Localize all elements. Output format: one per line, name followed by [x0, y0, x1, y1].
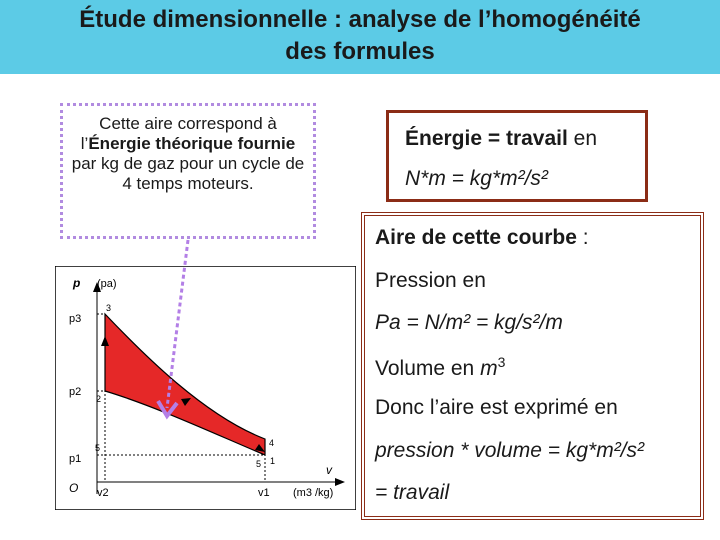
- travail-text: = travail: [375, 481, 450, 504]
- area-explanation-box: [361, 212, 704, 520]
- volume-prefix: Volume en: [375, 356, 481, 380]
- pa-units-line: [375, 311, 700, 354]
- pa-units: Pa = N/m² = kg/s²/m: [375, 311, 563, 334]
- volume-unit: m: [480, 356, 498, 380]
- energy-bold: Énergie = travail: [405, 127, 568, 150]
- v-axis-arrow: [335, 478, 345, 486]
- note-bold-text: Énergie théorique fournie: [88, 134, 296, 153]
- product-line: [375, 439, 700, 482]
- energy-rest: en: [567, 127, 598, 150]
- v-unit-label: (m3 /kg): [293, 487, 334, 499]
- cycle-area: [105, 314, 265, 455]
- point-1-label: 1: [270, 456, 276, 466]
- p-unit-label: (pa): [97, 278, 117, 290]
- volume-line: [375, 354, 700, 397]
- product-units: pression * volume = kg*m²/s²: [375, 438, 645, 462]
- point-2-label: 2: [96, 394, 102, 404]
- origin-label: O: [69, 481, 79, 495]
- area-heading-bold: Aire de cette courbe: [375, 226, 577, 249]
- energy-note-box: [60, 103, 316, 239]
- area-heading: [375, 226, 700, 269]
- title-line-2: des formules: [285, 38, 435, 65]
- area-heading-rest: :: [576, 226, 589, 249]
- point-3-label: 3: [106, 303, 112, 313]
- note-text-1: Cette aire correspond à l’: [80, 114, 277, 153]
- travail-line: [375, 481, 700, 524]
- p3-label: p3: [69, 313, 82, 325]
- page-title: [0, 4, 720, 68]
- conclusion-line: Donc l’aire est exprimé en: [375, 396, 618, 419]
- point-4-label: 4: [269, 438, 275, 448]
- p1-label: p1: [69, 453, 82, 465]
- p-axis-label: p: [73, 276, 81, 290]
- point-5-label: 5: [95, 443, 101, 453]
- pressure-line: Pression en: [375, 268, 486, 292]
- p2-label: p2: [69, 386, 82, 398]
- volume-exponent: 3: [497, 353, 506, 370]
- v2-label: v2: [97, 487, 109, 499]
- title-line-1: Étude dimensionnelle : analyse de l’homogénéité: [79, 6, 641, 33]
- diagram-frame: [55, 266, 356, 510]
- energy-line: [405, 127, 645, 167]
- v-axis-label: v: [326, 463, 332, 477]
- point-5b-label: 5: [256, 459, 262, 469]
- energy-definition-box: [386, 110, 648, 202]
- energy-units: N*m = kg*m²/s²: [405, 167, 548, 190]
- note-text-2: par kg de gaz pour un cycle de 4 temps moteurs.: [71, 154, 305, 193]
- pv-diagram: [55, 266, 356, 510]
- v1-label: v1: [258, 487, 270, 499]
